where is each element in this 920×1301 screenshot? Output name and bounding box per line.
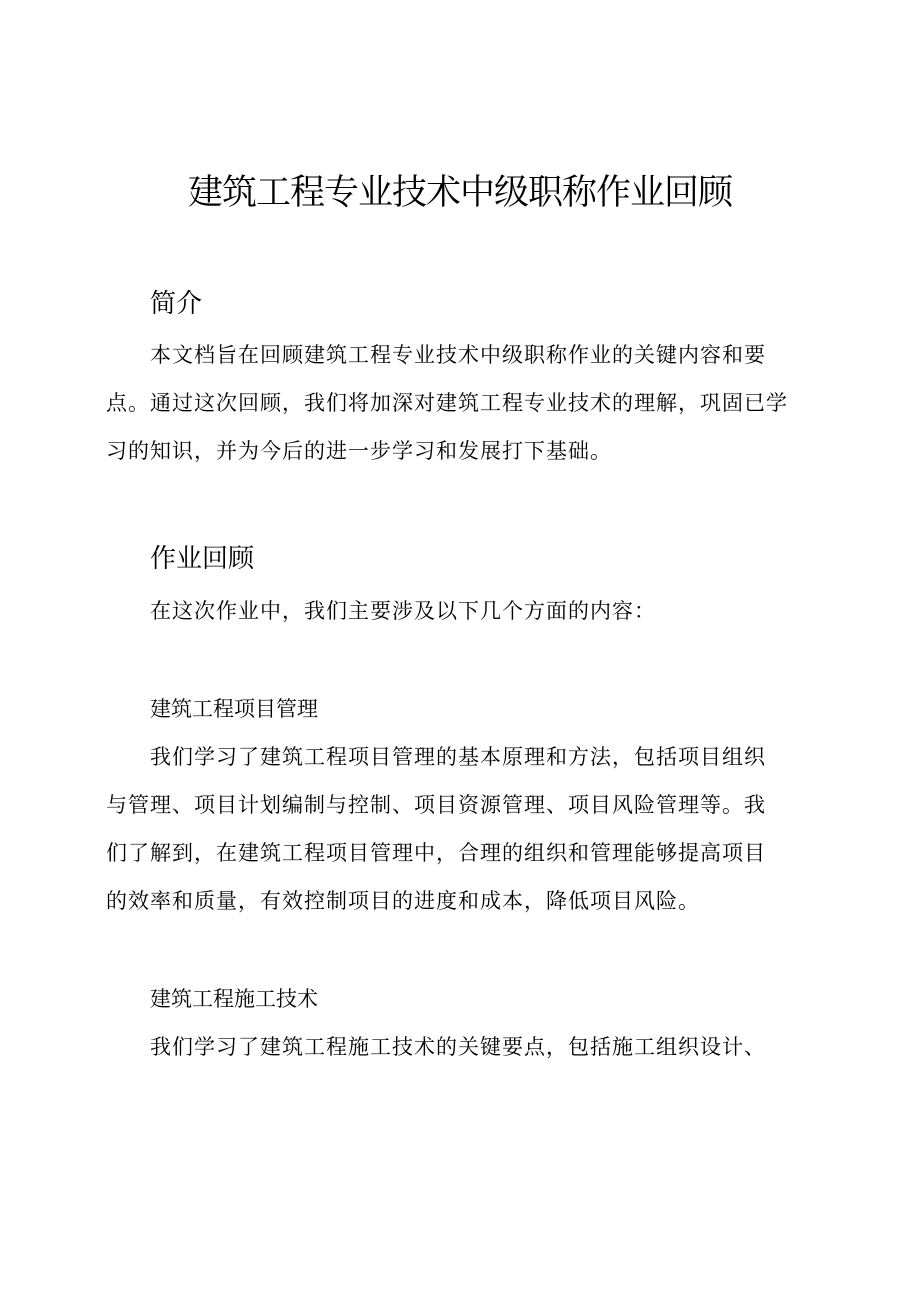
paragraph-review: [106, 587, 656, 635]
paragraph-line: 与管理、项目计划编制与控制、项目资源管理、项目风险管理等。我: [106, 793, 766, 817]
heading-construction-technology: 建筑工程施工技术: [150, 987, 318, 1011]
paragraph-line: 在这次作业中，我们主要涉及以下几个方面的内容：: [150, 599, 656, 623]
paragraph-line: 点。通过这次回顾，我们将加深对建筑工程专业技术的理解，巩固已学: [106, 391, 788, 415]
paragraph-line: 我们学习了建筑工程施工技术的关键要点，包括施工组织设计、: [150, 1035, 766, 1059]
paragraph-construction-technology: [106, 1023, 766, 1071]
paragraph-line: 的效率和质量，有效控制项目的进度和成本，降低项目风险。: [106, 889, 700, 913]
document-title: 建筑工程专业技术中级职称作业回顾: [187, 173, 732, 213]
paragraph-line: 习的知识，并为今后的进一步学习和发展打下基础。: [106, 439, 612, 463]
paragraph-intro: [106, 331, 788, 475]
paragraph-project-management: [106, 733, 766, 925]
paragraph-line: 我们学习了建筑工程项目管理的基本原理和方法，包括项目组织: [150, 745, 766, 769]
heading-intro: 简介: [150, 289, 203, 319]
paragraph-line: 们了解到，在建筑工程项目管理中，合理的组织和管理能够提高项目: [106, 841, 766, 865]
heading-project-management: 建筑工程项目管理: [150, 697, 318, 721]
heading-review: 作业回顾: [150, 544, 255, 574]
paragraph-line: 本文档旨在回顾建筑工程专业技术中级职称作业的关键内容和要: [150, 343, 766, 367]
